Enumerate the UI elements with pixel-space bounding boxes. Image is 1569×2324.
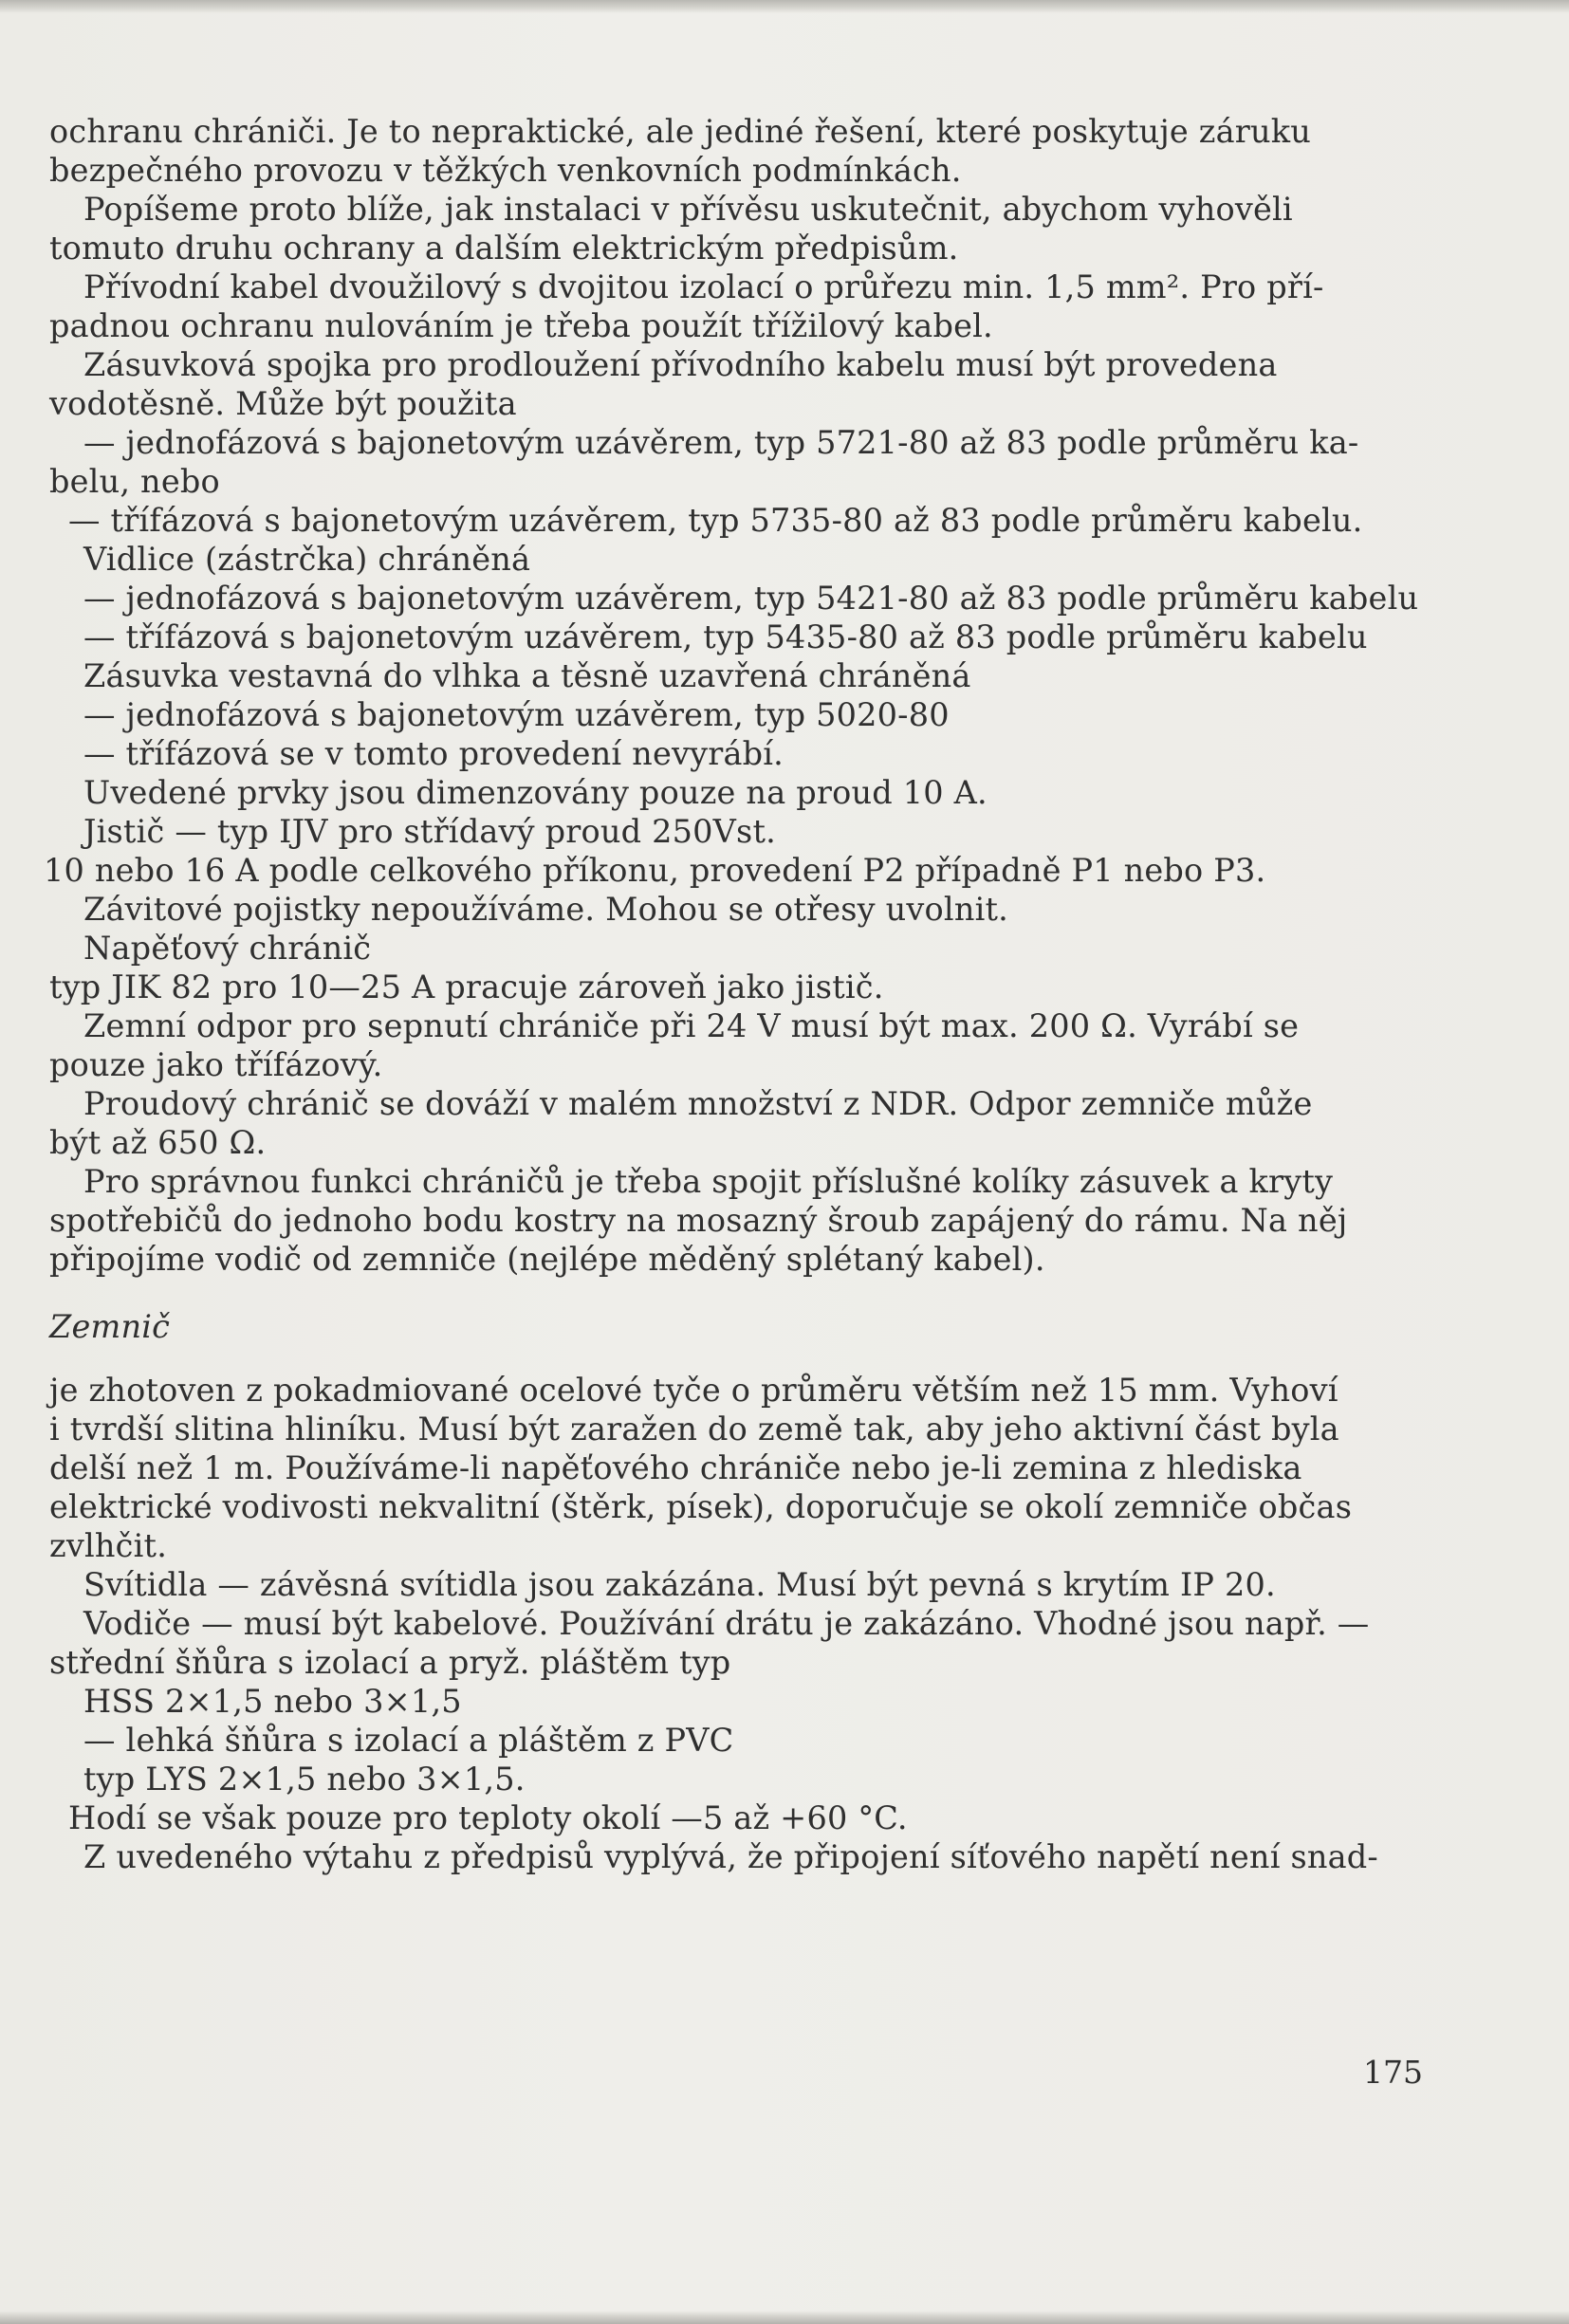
text-line: Popíšeme proto blíže, jak instalaci v přívěsu uskutečnit, abychom vyhověli	[83, 191, 1293, 228]
text-line: typ JIK 82 pro 10—25 A pracuje zároveň jako jistič.	[49, 968, 884, 1005]
text-line: Zásuvka vestavná do vlhka a těsně uzavřená chráněná	[83, 657, 971, 694]
list-item: — třífázová se v tomto provedení nevyrábí.	[83, 735, 784, 772]
text-line: střední šňůra s izolací a pryž. pláštěm typ	[49, 1644, 731, 1681]
text-line: belu, nebo	[49, 463, 220, 500]
text-line: Uvedené prvky jsou dimenzovány pouze na proud 10 A.	[83, 774, 988, 811]
page-bottom-edge	[0, 2311, 1569, 2324]
list-item: — třífázová s bajonetovým uzávěrem, typ 5735-80 až 83 podle průměru kabelu.	[68, 502, 1363, 539]
text-line: zvlhčit.	[49, 1527, 168, 1564]
text-line: Hodí se však pouze pro teploty okolí —5 až +60 °C.	[68, 1799, 908, 1836]
text-line: Zemní odpor pro sepnutí chrániče při 24 V musí být max. 200 Ω. Vyrábí se	[83, 1007, 1300, 1044]
text-line: Závitové pojistky nepoužíváme. Mohou se otřesy uvolnit.	[83, 891, 1009, 928]
text-line: být až 650 Ω.	[49, 1124, 267, 1161]
text-line: Z uvedeného výtahu z předpisů vyplývá, že připojení síťového napětí není snad-	[83, 1838, 1378, 1875]
text-line: spotřebičů do jednoho bodu kostry na mosazný šroub zapájený do rámu. Na něj	[49, 1202, 1348, 1239]
text-line: 10 nebo 16 A podle celkového příkonu, provedení P2 případně P1 nebo P3.	[44, 852, 1266, 889]
page-top-edge	[0, 0, 1569, 13]
text-line: HSS 2×1,5 nebo 3×1,5	[83, 1683, 462, 1720]
text-line: typ LYS 2×1,5 nebo 3×1,5.	[83, 1761, 526, 1798]
list-item: — jednofázová s bajonetovým uzávěrem, typ 5721-80 až 83 podle průměru ka-	[83, 424, 1359, 461]
text-line: Zásuvková spojka pro prodloužení přívodního kabelu musí být provedena	[83, 346, 1278, 383]
text-line: Napěťový chránič	[83, 930, 372, 967]
text-line: i tvrdší slitina hliníku. Musí být zaražen do země tak, aby jeho aktivní část byla	[49, 1411, 1339, 1448]
text-line: Pro správnou funkci chráničů je třeba spojit příslušné kolíky zásuvek a kryty	[83, 1163, 1334, 1200]
text-line: Vodiče — musí být kabelové. Používání drátu je zakázáno. Vhodné jsou např. —	[83, 1605, 1370, 1642]
text-line: bezpečného provozu v těžkých venkovních podmínkách.	[49, 152, 962, 189]
text-line: padnou ochranu nulováním je třeba použít třížilový kabel.	[49, 307, 993, 344]
text-line: Vidlice (zástrčka) chráněná	[83, 541, 531, 578]
text-line: Přívodní kabel dvoužilový s dvojitou izolací o průřezu min. 1,5 mm². Pro pří-	[83, 268, 1324, 305]
text-line: delší než 1 m. Používáme-li napěťového chrániče nebo je-li zemina z hlediska	[49, 1449, 1302, 1486]
text-line: připojíme vodič od zemniče (nejlépe měděný splétaný kabel).	[49, 1241, 1045, 1278]
list-item: — jednofázová s bajonetovým uzávěrem, typ 5020-80	[83, 696, 950, 733]
text-line: pouze jako třífázový.	[49, 1046, 383, 1083]
text-line: Jistič — typ IJV pro střídavý proud 250Vst.	[83, 813, 776, 850]
section-heading: Zemnič	[49, 1308, 171, 1345]
list-item: — lehká šňůra s izolací a pláštěm z PVC	[83, 1722, 734, 1759]
list-item: — jednofázová s bajonetovým uzávěrem, typ 5421-80 až 83 podle průměru kabelu	[83, 580, 1419, 617]
page-text	[44, 112, 1420, 1876]
text-line: Svítidla — závěsná svítidla jsou zakázána. Musí být pevná s krytím IP 20.	[83, 1566, 1276, 1603]
text-line: tomuto druhu ochrany a dalším elektrickým předpisům.	[49, 230, 959, 267]
text-line: je zhotoven z pokadmiované ocelové tyče o průměru větším než 15 mm. Vyhoví	[49, 1372, 1338, 1409]
text-line: vodotěsně. Může být použita	[49, 385, 517, 422]
list-item: — třífázová s bajonetovým uzávěrem, typ 5435-80 až 83 podle průměru kabelu	[83, 618, 1368, 655]
page-number: 175	[1363, 2054, 1423, 2091]
text-line: elektrické vodivosti nekvalitní (štěrk, písek), doporučuje se okolí zemniče občas	[49, 1488, 1353, 1525]
text-line: ochranu chrániči. Je to nepraktické, ale jediné řešení, které poskytuje záruku	[49, 113, 1312, 150]
text-line: Proudový chránič se dováží v malém množství z NDR. Odpor zemniče může	[83, 1085, 1313, 1122]
